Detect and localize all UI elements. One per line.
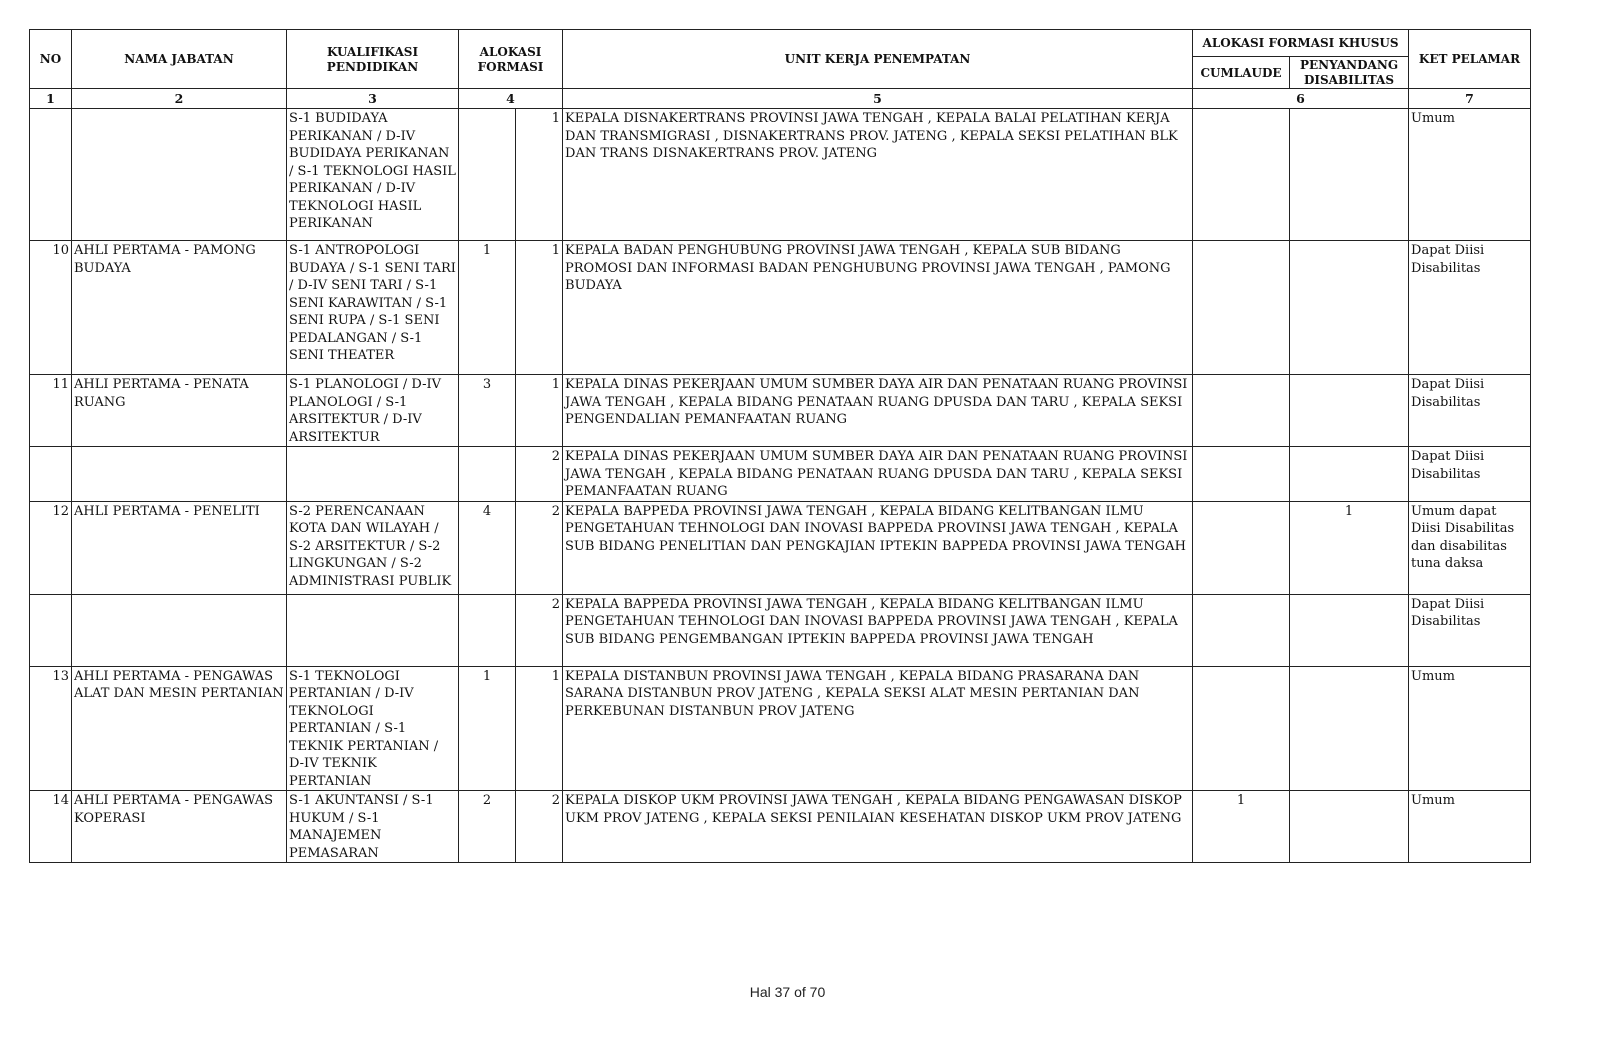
cell-alokasi-unit: 2	[516, 501, 563, 594]
cell-no	[30, 594, 72, 666]
cell-kualifikasi: S-1 TEKNOLOGI PERTANIAN / D-IV TEKNOLOGI PERTANIAN / S-1 TEKNIK PERTANIAN / D-IV TEKNIK PERTANIAN	[287, 666, 459, 791]
cell-jabatan: AHLI PERTAMA - PENGAWAS KOPERASI	[72, 791, 287, 863]
cell-unit-kerja: KEPALA DISNAKERTRANS PROVINSI JAWA TENGAH , KEPALA BALAI PELATIHAN KERJA DAN TRANSMIGRASI , DISNAKERTRANS PROV. JATENG , KEPALA SEKSI PELATIHAN BLK DAN TRANS DISNAKERTRANS PROV. JATENG	[563, 109, 1193, 241]
cell-disabilitas	[1290, 375, 1409, 447]
cell-no: 13	[30, 666, 72, 791]
table-row	[30, 241, 1531, 375]
table-row	[30, 109, 1531, 241]
cell-cumlaude	[1193, 447, 1290, 502]
cell-cumlaude	[1193, 375, 1290, 447]
cell-alokasi-unit: 2	[516, 447, 563, 502]
cell-disabilitas	[1290, 791, 1409, 863]
cell-alokasi-total	[459, 109, 516, 241]
cell-ket: Umum	[1409, 666, 1531, 791]
column-number: 7	[1409, 89, 1531, 109]
column-number: 2	[72, 89, 287, 109]
table-row	[30, 501, 1531, 594]
table-row	[30, 791, 1531, 863]
cell-ket: Dapat Diisi Disabilitas	[1409, 594, 1531, 666]
column-number: 6	[1193, 89, 1409, 109]
cell-jabatan: AHLI PERTAMA - PENGAWAS ALAT DAN MESIN PERTANIAN	[72, 666, 287, 791]
cell-jabatan	[72, 109, 287, 241]
cell-alokasi-total: 1	[459, 666, 516, 791]
cell-ket: Umum dapat Diisi Disabilitas dan disabilitas tuna daksa	[1409, 501, 1531, 594]
cell-alokasi-total: 1	[459, 241, 516, 375]
cell-alokasi-total: 3	[459, 375, 516, 447]
cell-unit-kerja: KEPALA DINAS PEKERJAAN UMUM SUMBER DAYA AIR DAN PENATAAN RUANG PROVINSI JAWA TENGAH , KEPALA BIDANG PENATAAN RUANG DPUSDA DAN TARU , KEPALA SEKSI PENGENDALIAN PEMANFAATAN RUANG	[563, 375, 1193, 447]
cell-no: 10	[30, 241, 72, 375]
header-nama-jabatan: NAMA JABATAN	[72, 30, 287, 89]
cell-alokasi-total	[459, 447, 516, 502]
cell-alokasi-unit: 1	[516, 109, 563, 241]
cell-kualifikasi	[287, 447, 459, 502]
table-row	[30, 594, 1531, 666]
cell-jabatan: AHLI PERTAMA - PENATA RUANG	[72, 375, 287, 447]
cell-disabilitas	[1290, 447, 1409, 502]
cell-cumlaude	[1193, 109, 1290, 241]
cell-disabilitas	[1290, 666, 1409, 791]
table-row	[30, 447, 1531, 502]
cell-disabilitas	[1290, 594, 1409, 666]
cell-kualifikasi: S-1 ANTROPOLOGI BUDAYA / S-1 SENI TARI / D-IV SENI TARI / S-1 SENI KARAWITAN / S-1 SENI RUPA / S-1 SENI PEDALANGAN / S-1 SENI THEATER	[287, 241, 459, 375]
cell-ket: Umum	[1409, 109, 1531, 241]
cell-ket: Dapat Diisi Disabilitas	[1409, 241, 1531, 375]
table-row	[30, 666, 1531, 791]
cell-kualifikasi	[287, 594, 459, 666]
formation-table	[29, 29, 1531, 863]
cell-unit-kerja: KEPALA DINAS PEKERJAAN UMUM SUMBER DAYA AIR DAN PENATAAN RUANG PROVINSI JAWA TENGAH , KEPALA BIDANG PENATAAN RUANG DPUSDA DAN TARU , KEPALA SEKSI PEMANFAATAN RUANG	[563, 447, 1193, 502]
cell-alokasi-total: 4	[459, 501, 516, 594]
cell-ket: Dapat Diisi Disabilitas	[1409, 447, 1531, 502]
cell-jabatan: AHLI PERTAMA - PAMONG BUDAYA	[72, 241, 287, 375]
cell-cumlaude	[1193, 501, 1290, 594]
cell-disabilitas	[1290, 241, 1409, 375]
cell-no: 11	[30, 375, 72, 447]
cell-alokasi-unit: 2	[516, 594, 563, 666]
cell-cumlaude: 1	[1193, 791, 1290, 863]
cell-kualifikasi: S-1 AKUNTANSI / S-1 HUKUM / S-1 MANAJEMEN PEMASARAN	[287, 791, 459, 863]
cell-jabatan: AHLI PERTAMA - PENELITI	[72, 501, 287, 594]
cell-no: 14	[30, 791, 72, 863]
cell-unit-kerja: KEPALA BAPPEDA PROVINSI JAWA TENGAH , KEPALA BIDANG KELITBANGAN ILMU PENGETAHUAN TEHNOLOGI DAN INOVASI BAPPEDA PROVINSI JAWA TENGAH , KEPALA SUB BIDANG PENGEMBANGAN IPTEKIN BAPPEDA PROVINSI JAWA TENGAH	[563, 594, 1193, 666]
cell-kualifikasi: S-2 PERENCANAAN KOTA DAN WILAYAH / S-2 ARSITEKTUR / S-2 LINGKUNGAN / S-2 ADMINISTRASI PUBLIK	[287, 501, 459, 594]
cell-jabatan	[72, 594, 287, 666]
header-penyandang: PENYANDANG DISABILITAS	[1290, 57, 1409, 89]
header-alokasi-khusus: ALOKASI FORMASI KHUSUS	[1193, 30, 1409, 57]
header-cumlaude: CUMLAUDE	[1193, 57, 1290, 89]
cell-alokasi-unit: 1	[516, 375, 563, 447]
cell-no	[30, 447, 72, 502]
header-no: NO	[30, 30, 72, 89]
header-alokasi: ALOKASI FORMASI	[459, 30, 563, 89]
cell-disabilitas: 1	[1290, 501, 1409, 594]
column-number: 3	[287, 89, 459, 109]
cell-no: 12	[30, 501, 72, 594]
column-number: 4	[459, 89, 563, 109]
header-kualifikasi: KUALIFIKASI PENDIDIKAN	[287, 30, 459, 89]
cell-kualifikasi: S-1 BUDIDAYA PERIKANAN / D-IV BUDIDAYA PERIKANAN / S-1 TEKNOLOGI HASIL PERIKANAN / D-IV TEKNOLOGI HASIL PERIKANAN	[287, 109, 459, 241]
cell-alokasi-total: 2	[459, 791, 516, 863]
cell-ket: Dapat Diisi Disabilitas	[1409, 375, 1531, 447]
cell-jabatan	[72, 447, 287, 502]
cell-unit-kerja: KEPALA DISKOP UKM PROVINSI JAWA TENGAH , KEPALA BIDANG PENGAWASAN DISKOP UKM PROV JATENG , KEPALA SEKSI PENILAIAN KESEHATAN DISKOP UKM PROV JATENG	[563, 791, 1193, 863]
cell-disabilitas	[1290, 109, 1409, 241]
table-row	[30, 375, 1531, 447]
header-unit-kerja: UNIT KERJA PENEMPATAN	[563, 30, 1193, 89]
cell-ket: Umum	[1409, 791, 1531, 863]
header-ket: KET PELAMAR	[1409, 30, 1531, 89]
page-number: Hal 37 of 70	[749, 984, 826, 1000]
cell-cumlaude	[1193, 594, 1290, 666]
cell-alokasi-total	[459, 594, 516, 666]
cell-alokasi-unit: 2	[516, 791, 563, 863]
cell-unit-kerja: KEPALA BADAN PENGHUBUNG PROVINSI JAWA TENGAH , KEPALA SUB BIDANG PROMOSI DAN INFORMASI BADAN PENGHUBUNG PROVINSI JAWA TENGAH , PAMONG BUDAYA	[563, 241, 1193, 375]
cell-cumlaude	[1193, 666, 1290, 791]
cell-alokasi-unit: 1	[516, 241, 563, 375]
column-number: 1	[30, 89, 72, 109]
cell-alokasi-unit: 1	[516, 666, 563, 791]
cell-unit-kerja: KEPALA DISTANBUN PROVINSI JAWA TENGAH , KEPALA BIDANG PRASARANA DAN SARANA DISTANBUN PROV JATENG , KEPALA SEKSI ALAT MESIN PERTANIAN DAN PERKEBUNAN DISTANBUN PROV JATENG	[563, 666, 1193, 791]
cell-no	[30, 109, 72, 241]
cell-unit-kerja: KEPALA BAPPEDA PROVINSI JAWA TENGAH , KEPALA BIDANG KELITBANGAN ILMU PENGETAHUAN TEHNOLOGI DAN INOVASI BAPPEDA PROVINSI JAWA TENGAH , KEPALA SUB BIDANG PENELITIAN DAN PENGKAJIAN IPTEKIN BAPPEDA PROVINSI JAWA TENGAH	[563, 501, 1193, 594]
column-number: 5	[563, 89, 1193, 109]
cell-kualifikasi: S-1 PLANOLOGI / D-IV PLANOLOGI / S-1 ARSITEKTUR / D-IV ARSITEKTUR	[287, 375, 459, 447]
cell-cumlaude	[1193, 241, 1290, 375]
